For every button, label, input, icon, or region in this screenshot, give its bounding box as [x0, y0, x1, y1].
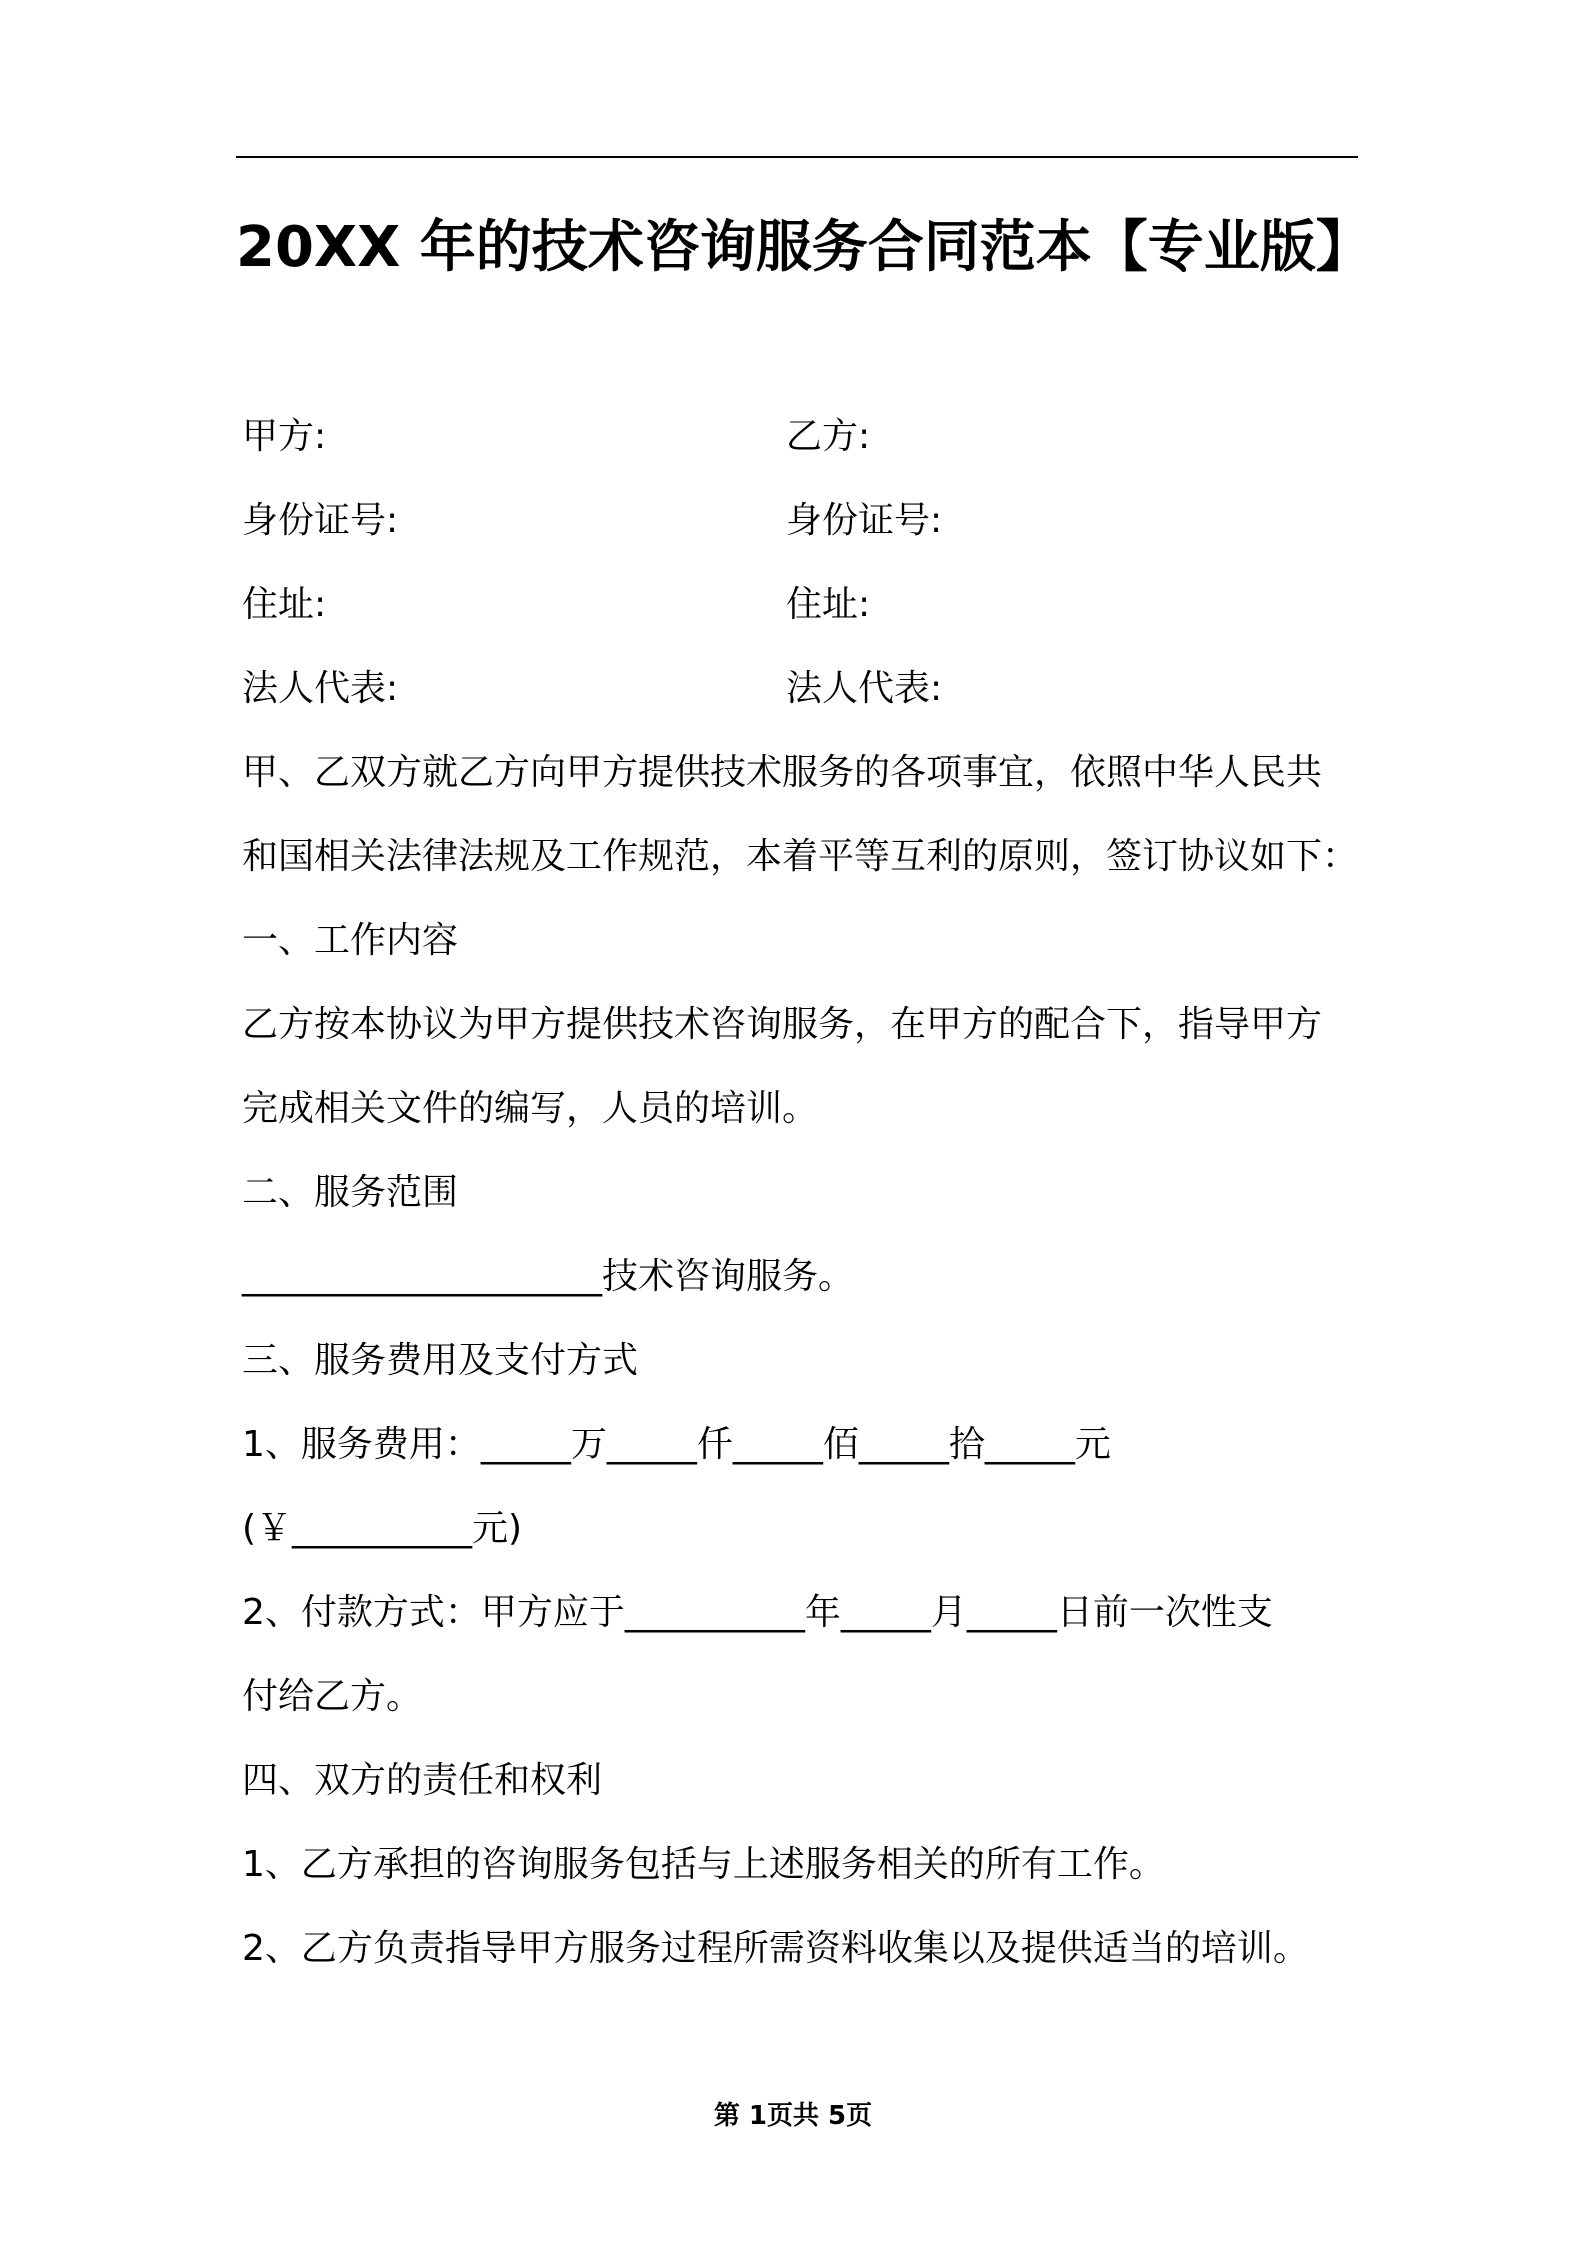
document-title: 20XX 年的技术咨询服务合同范本【专业版】: [236, 215, 1372, 280]
section-4-item-1: 1、乙方承担的咨询服务包括与上述服务相关的所有工作。: [242, 1844, 1165, 1885]
section-1-heading: 一、工作内容: [242, 920, 459, 961]
section-3-payment-line-1: 2、付款方式：甲方应于__________年_____月_____日前一次性支: [242, 1592, 1273, 1633]
section-3-fee-line: 1、服务费用：_____万_____仟_____佰_____拾_____元: [242, 1424, 1111, 1465]
section-4-heading: 四、双方的责任和权利: [242, 1760, 603, 1801]
party-a-legal-rep-label: 法人代表:: [242, 668, 399, 709]
party-a-address-label: 住址:: [242, 584, 327, 625]
party-a-id-label: 身份证号:: [242, 500, 399, 541]
header-rule: [236, 156, 1358, 158]
party-a-label: 甲方:: [242, 416, 327, 457]
section-1-line-1: 乙方按本协议为甲方提供技术咨询服务，在甲方的配合下，指导甲方: [242, 1004, 1323, 1045]
party-b-legal-rep-label: 法人代表:: [786, 668, 943, 709]
section-2-heading: 二、服务范围: [242, 1172, 459, 1213]
party-b-id-label: 身份证号:: [786, 500, 943, 541]
intro-paragraph-line-1: 甲、乙双方就乙方向甲方提供技术服务的各项事宜，依照中华人民共: [242, 752, 1323, 793]
section-3-heading: 三、服务费用及支付方式: [242, 1340, 639, 1381]
section-4-item-2: 2、乙方负责指导甲方服务过程所需资料收集以及提供适当的培训。: [242, 1928, 1309, 1969]
section-2-line-1: ____________________技术咨询服务。: [242, 1256, 855, 1297]
section-3-payment-line-2: 付给乙方。: [242, 1676, 423, 1717]
section-1-line-2: 完成相关文件的编写，人员的培训。: [242, 1088, 819, 1129]
intro-paragraph-line-2: 和国相关法律法规及工作规范，本着平等互利的原则，签订协议如下：: [242, 836, 1359, 877]
section-3-fee-rmb: (￥__________元): [242, 1508, 523, 1549]
party-b-label: 乙方:: [786, 416, 871, 457]
party-b-address-label: 住址:: [786, 584, 871, 625]
page-indicator: 第 1页共 5页: [713, 2101, 873, 2131]
